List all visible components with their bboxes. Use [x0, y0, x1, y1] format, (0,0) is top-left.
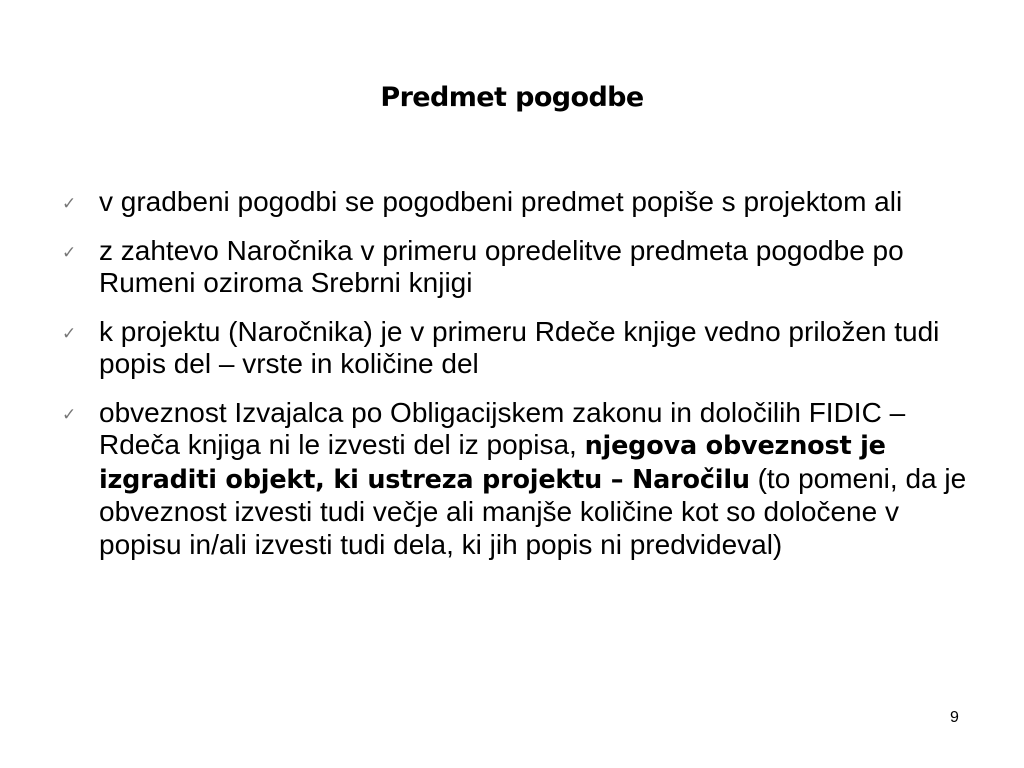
bullet-text-before: obveznost Izvajalca po Obligacijskem zakonu in določilih FIDIC – Rdeča knjiga ni le izvesti del iz popisa, — [99, 396, 906, 460]
slide-title: Predmet pogodbe — [380, 82, 644, 113]
check-icon: ✓ — [62, 404, 77, 425]
check-icon: ✓ — [62, 242, 77, 263]
bullet-text: k projektu (Naročnika) je v primeru Rdeče knjige vedno priložen tudi popis del – vrste in količine del — [99, 315, 940, 379]
bullet-text-after: (to pomeni, da je obveznost izvesti tudi večje ali manjše količine kot so določene v popisu in/ali izvesti tudi dela, ki jih popis ni predvideval) — [99, 462, 967, 560]
bullet-list — [62, 186, 972, 577]
bullet-item — [62, 397, 972, 562]
bullet-text: z zahtevo Naročnika v primeru opredelitve predmeta pogodbe po Rumeni oziroma Srebrni knjigi — [99, 234, 904, 298]
check-icon: ✓ — [62, 194, 77, 214]
check-icon: ✓ — [62, 323, 77, 344]
bullet-item — [62, 316, 972, 381]
bullet-text-bold: njegova obveznost je izgraditi objekt, ki ustreza projektu – Naročilu — [99, 431, 886, 495]
bullet-text: v gradbeni pogodbi se pogodbeni predmet popiše s projektom ali — [99, 186, 903, 217]
bullet-item — [62, 186, 972, 219]
page-number: 9 — [950, 709, 959, 726]
bullet-item — [62, 235, 972, 300]
